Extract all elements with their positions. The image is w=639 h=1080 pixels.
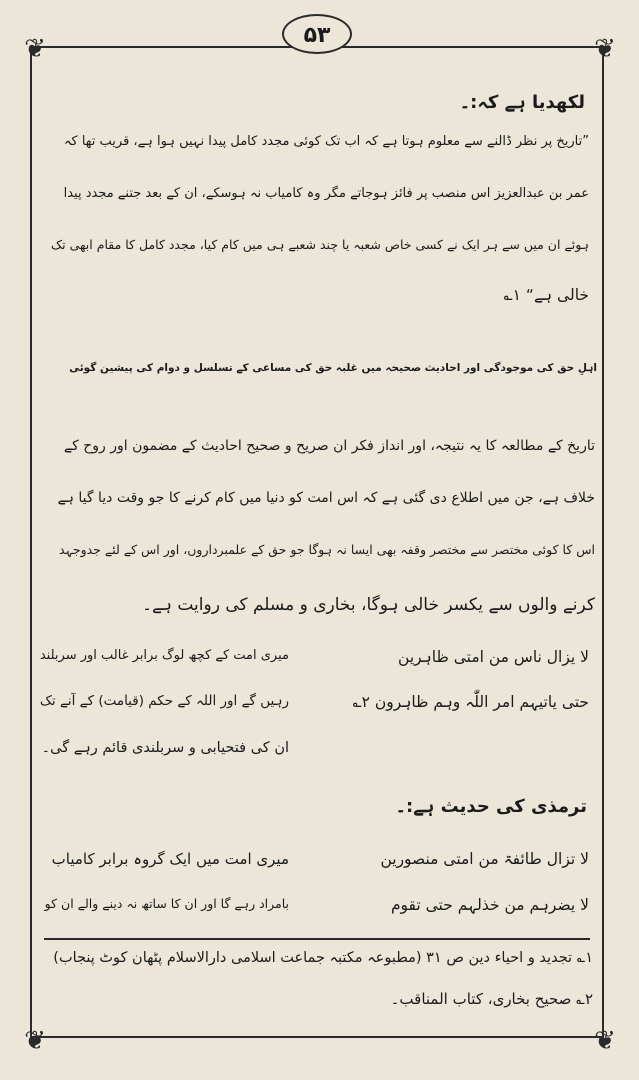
hadith-arabic-line: لا یضرہم من خذلہم حتی تقوم [390, 896, 589, 914]
hadith-arabic-line: لا یزال ناس من امتی ظاہرین [398, 648, 589, 666]
hadith-urdu-line: رہیں گے اور اللہ کے حکم (قیامت) کے آنے تک [39, 693, 289, 709]
intro-line: لکھدیا ہے کہ:۔ [459, 92, 585, 113]
hadith-urdu-line: بامراد رہے گا اور ان کا ساتھ نہ دینے والے ان کو [44, 896, 289, 911]
quote-line: عمر بن عبدالعزیز اس منصب پر فائز ہوجاتے مگر وہ کامیاب نہ ہوسکے، ان کے بعد جتنے مجدد پیدا [63, 186, 589, 201]
paragraph-line: خلاف ہے، جن میں اطلاع دی گئی ہے کہ اس امت کو دنیا میں کام کرنے کا جو وقت دیا گیا ہے [57, 490, 595, 506]
paragraph-line: اس کا کوئی مختصر سے مختصر وقفہ بھی ایسا نہ ہوگا جو حق کے علمبرداروں، اور اس کے لئے جدوجہد [58, 542, 595, 557]
hadith-urdu-line: میری امت میں ایک گروہ برابر کامیاب [51, 850, 289, 868]
corner-ornament-icon: ❦ [24, 1026, 46, 1056]
hadith-arabic-line: لا تزال طائفۃ من امتی منصورین [380, 850, 589, 868]
hadith-arabic-line: حتی یاتیہم امر اللّٰہ وہم ظاہرون ۲؎ [352, 693, 589, 711]
quote-line: خالی ہے“ ۱؎ [503, 286, 589, 304]
corner-ornament-icon: ❦ [594, 34, 616, 64]
paragraph-line: کرنے والوں سے یکسر خالی ہوگا، بخاری و مسلم کی روایت ہے۔ [142, 595, 595, 615]
footnote-divider [44, 938, 590, 940]
page-number: ۵۳ [282, 14, 352, 54]
paragraph-line: تاریخ کے مطالعہ کا یہ نتیجہ، اور انداز فکر ان صریح و صحیح احادیث کے مضمون اور روح کے [63, 438, 595, 454]
quote-line: ہوئے ان میں سے ہر ایک نے کسی خاص شعبہ یا چند شعبے ہی میں کام کیا، مجدد کامل کا مقام ابھی تک [50, 237, 589, 252]
footnote: ۱؎ تجدید و احیاء دین ص ۳۱ (مطبوعہ مکتبہ جماعت اسلامی دارالاسلام پٹھان کوٹ پنجاب) [53, 950, 593, 966]
corner-ornament-icon: ❦ [24, 34, 46, 64]
tirmidhi-heading: ترمذی کی حدیث ہے:۔ [395, 796, 587, 817]
section-heading: اہلِ حق کی موجودگی اور احادیث صحیحہ میں غلبہ حق کی مساعی کے تسلسل و دوام کی پیشین گوئی [69, 362, 597, 374]
quote-line: ”تاریخ پر نظر ڈالنے سے معلوم ہوتا ہے کہ اب تک کوئی مجدد کامل پیدا نہیں ہوا ہے، قریب تھا کہ [63, 134, 589, 149]
hadith-urdu-line: میری امت کے کچھ لوگ برابر غالب اور سربلند [39, 648, 289, 663]
corner-ornament-icon: ❦ [594, 1026, 616, 1056]
footnote: ۲؎ صحیح بخاری، کتاب المناقب۔ [390, 990, 593, 1008]
hadith-urdu-line: ان کی فتحیابی و سربلندی قائم رہے گی۔ [41, 740, 289, 756]
